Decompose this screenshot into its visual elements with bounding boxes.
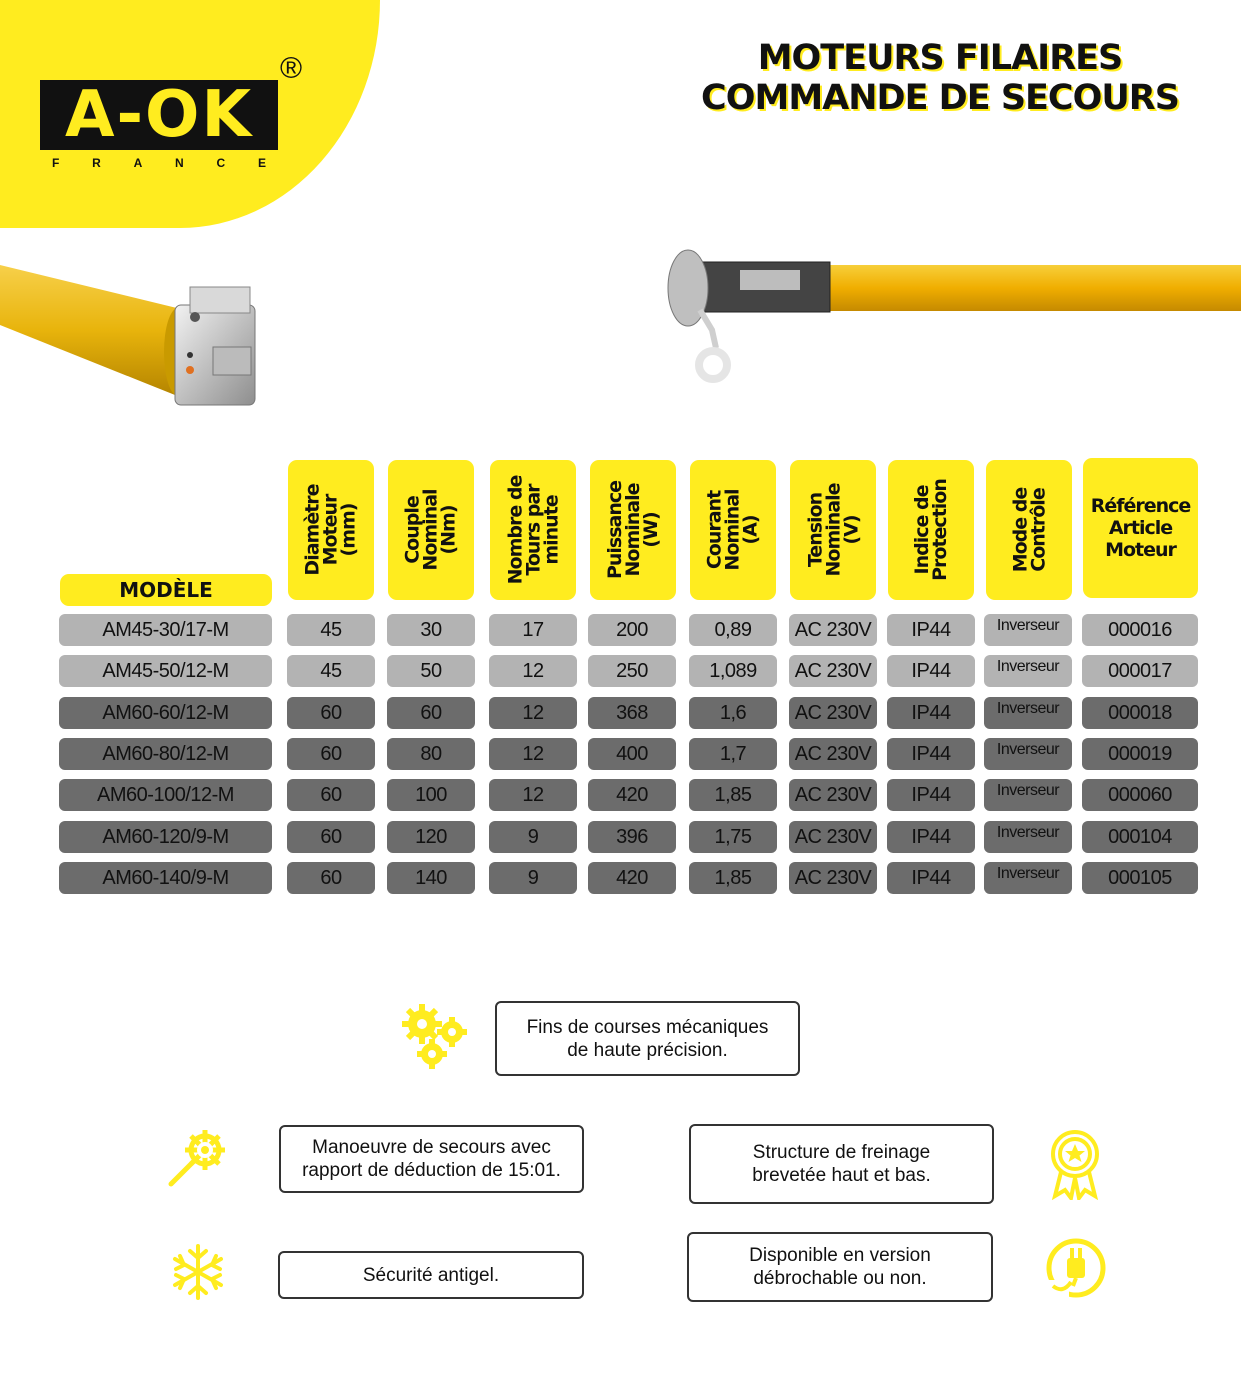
cell-diameter: 60 [287, 697, 375, 729]
wrench-gear-icon [165, 1128, 231, 1192]
cell-rpm: 12 [489, 697, 577, 729]
header-line: Nominale [622, 483, 644, 577]
cell-protection: IP44 [887, 655, 975, 687]
header-line: Nominal [721, 489, 744, 571]
cell-voltage: AC 230V [789, 779, 877, 811]
cell-power: 396 [588, 821, 676, 853]
cell-diameter: 60 [287, 821, 375, 853]
cell-torque: 50 [387, 655, 475, 687]
header-line: Courant [703, 490, 726, 570]
cell-diameter: 60 [287, 738, 375, 770]
cell-control-mode: Inverseur [984, 862, 1072, 894]
header-line: Diamètre [302, 484, 325, 576]
cell-model: AM60-80/12-M [59, 738, 272, 770]
brand-subtitle-letter: E [257, 156, 266, 170]
brand-subtitle-letter: A [133, 156, 143, 170]
brand-subtitle-letter: C [216, 156, 226, 170]
cell-control-mode: Inverseur [984, 738, 1072, 770]
cell-current: 1,85 [689, 862, 777, 894]
cell-torque: 60 [387, 697, 475, 729]
feature-text: Structure de freinage [752, 1142, 931, 1163]
cell-power: 200 [588, 614, 676, 646]
motor-image-right [660, 240, 1241, 390]
cell-control-mode: Inverseur [984, 655, 1072, 687]
header-line: Contrôle [1027, 488, 1049, 572]
cell-control-mode: Inverseur [984, 779, 1072, 811]
cell-control-mode: Inverseur [984, 614, 1072, 646]
cell-reference: 000018 [1082, 697, 1198, 729]
feature-text: Manoeuvre de secours avec [312, 1137, 551, 1158]
header-line: Mode de [1009, 487, 1031, 573]
header-line: minute [540, 495, 562, 565]
cell-control-mode: Inverseur [984, 821, 1072, 853]
cell-rpm: 9 [489, 862, 577, 894]
cell-rpm: 9 [489, 821, 577, 853]
cell-control-mode: Inverseur [984, 697, 1072, 729]
cell-current: 1,7 [689, 738, 777, 770]
cell-current: 1,85 [689, 779, 777, 811]
feature-brake [689, 1124, 994, 1204]
feature-text: débrochable ou non. [753, 1268, 927, 1289]
header-line: (W) [640, 512, 662, 548]
cell-torque: 140 [387, 862, 475, 894]
brand-subtitle-letter: N [175, 156, 184, 170]
header-line: Moteur [1105, 539, 1176, 561]
header-line: Tension [804, 492, 827, 568]
cell-protection: IP44 [887, 614, 975, 646]
cell-reference: 000017 [1082, 655, 1198, 687]
cell-torque: 80 [387, 738, 475, 770]
motor-image-left [0, 255, 270, 415]
header-line: Nominale [822, 483, 845, 577]
cell-model: AM45-30/17-M [59, 614, 272, 646]
header-line: Indice de [911, 485, 934, 575]
header-power [590, 460, 676, 600]
header-line: (A) [739, 515, 762, 545]
cell-protection: IP44 [887, 738, 975, 770]
header-line: Référence [1090, 495, 1191, 517]
cell-voltage: AC 230V [789, 738, 877, 770]
cell-current: 1,75 [689, 821, 777, 853]
registered-mark: ® [280, 52, 303, 85]
cell-current: 0,89 [689, 614, 777, 646]
header-diameter [288, 460, 374, 600]
cell-protection: IP44 [887, 779, 975, 811]
cell-voltage: AC 230V [789, 862, 877, 894]
header-line: Nominal [419, 489, 442, 571]
cell-diameter: 45 [287, 614, 375, 646]
cell-torque: 120 [387, 821, 475, 853]
feature-text: Sécurité antigel. [362, 1264, 500, 1286]
cell-reference: 000105 [1082, 862, 1198, 894]
header-line: Article [1108, 517, 1173, 539]
header-current [690, 460, 776, 600]
cell-voltage: AC 230V [789, 821, 877, 853]
header-voltage [790, 460, 876, 600]
header-protection [888, 460, 974, 600]
cell-protection: IP44 [887, 821, 975, 853]
cell-power: 400 [588, 738, 676, 770]
cell-current: 1,6 [689, 697, 777, 729]
cell-power: 368 [588, 697, 676, 729]
gears-icon [400, 1002, 468, 1070]
award-badge-icon [1045, 1128, 1105, 1200]
cell-power: 420 [588, 779, 676, 811]
cell-reference: 000019 [1082, 738, 1198, 770]
feature-limit-switches [495, 1001, 800, 1076]
cell-diameter: 60 [287, 779, 375, 811]
header-line: (V) [840, 515, 863, 545]
cell-reference: 000104 [1082, 821, 1198, 853]
cell-rpm: 12 [489, 738, 577, 770]
cell-voltage: AC 230V [789, 697, 877, 729]
header-line: Couple [401, 496, 424, 564]
model-header: MODÈLE [60, 574, 272, 606]
cell-diameter: 60 [287, 862, 375, 894]
cell-torque: 100 [387, 779, 475, 811]
cell-reference: 000060 [1082, 779, 1198, 811]
cell-power: 250 [588, 655, 676, 687]
cell-protection: IP44 [887, 697, 975, 729]
brand-name: A-OK [64, 78, 254, 152]
feature-pluggable [687, 1232, 993, 1302]
feature-text: Disponible en version [749, 1245, 931, 1266]
brand-logo [40, 80, 278, 150]
cell-rpm: 17 [489, 614, 577, 646]
brand-subtitle [40, 156, 278, 170]
header-line: Tours par [522, 484, 544, 576]
brand-subtitle-letter: F [52, 156, 60, 170]
header-torque [388, 460, 474, 600]
header-rpm [490, 460, 576, 600]
header-line: Nombre de [504, 475, 526, 585]
snowflake-icon [170, 1243, 226, 1301]
cell-model: AM60-60/12-M [59, 697, 272, 729]
feature-text: de haute précision. [567, 1039, 728, 1061]
header-control-mode [986, 460, 1072, 600]
feature-text: rapport de déduction de 15:01. [302, 1160, 561, 1181]
header-line: Puissance [604, 480, 626, 580]
cell-model: AM45-50/12-M [59, 655, 272, 687]
cell-protection: IP44 [887, 862, 975, 894]
cell-voltage: AC 230V [789, 614, 877, 646]
cell-torque: 30 [387, 614, 475, 646]
cell-current: 1,089 [689, 655, 777, 687]
feature-frost-safety [278, 1251, 584, 1299]
page-title [640, 38, 1240, 118]
cell-reference: 000016 [1082, 614, 1198, 646]
feature-manual-override [279, 1125, 584, 1193]
brand-subtitle-letter: R [92, 156, 101, 170]
cell-voltage: AC 230V [789, 655, 877, 687]
cell-rpm: 12 [489, 655, 577, 687]
feature-text: brevetée haut et bas. [752, 1165, 931, 1186]
header-line: (mm) [338, 503, 361, 557]
page-title-line2: COMMANDE DE SECOURS [701, 78, 1179, 118]
cell-power: 420 [588, 862, 676, 894]
cell-rpm: 12 [489, 779, 577, 811]
header-line: Protection [929, 479, 952, 581]
header-line: Moteur [320, 494, 343, 566]
page-title-line1: MOTEURS FILAIRES [757, 38, 1123, 78]
header-reference [1083, 458, 1198, 598]
cell-model: AM60-100/12-M [59, 779, 272, 811]
cell-model: AM60-140/9-M [59, 862, 272, 894]
header-line: (Nm) [437, 505, 460, 555]
plug-icon [1043, 1236, 1109, 1300]
cell-diameter: 45 [287, 655, 375, 687]
cell-model: AM60-120/9-M [59, 821, 272, 853]
feature-text: Fins de courses mécaniques [526, 1016, 769, 1038]
